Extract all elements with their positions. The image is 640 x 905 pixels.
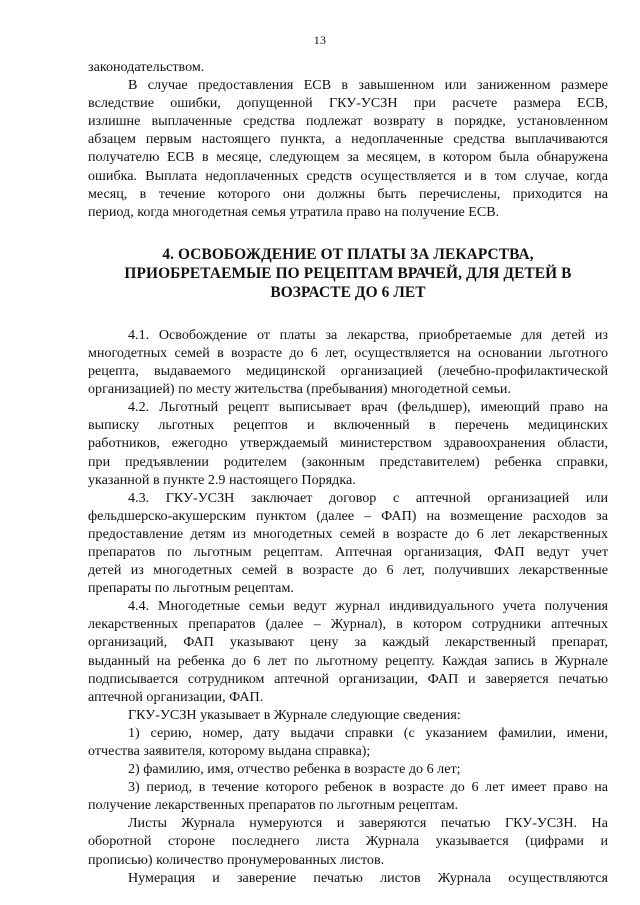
text-line: 4.4. Многодетные семьи ведут журнал индивидуального учета получения: [128, 598, 608, 615]
text-line: организаций, ФАП указывают цену за каждый лекарственный препарат,: [88, 634, 608, 651]
spacer: [88, 302, 608, 326]
text-line: 4.3. ГКУ-УСЗН заключает договор с аптечной организацией или: [128, 489, 608, 506]
text-line: предоставление детям из многодетных семей в возрасте до 6 лет лекарственных: [88, 525, 608, 542]
text-line: 3) период, в течение которого ребенок в возрасте до 6 лет имеет право на: [128, 779, 608, 796]
paragraph-block-top: [88, 58, 608, 221]
text-line: ГКУ-УСЗН указывает в Журнале следующие сведения:: [128, 706, 461, 723]
heading-line: ПРИОБРЕТАЕМЫЕ ПО РЕЦЕПТАМ ВРАЧЕЙ, ДЛЯ ДЕТЕЙ В: [124, 264, 572, 282]
text-line: Нумерация и заверение печатью листов Журнала осуществляются: [128, 869, 608, 886]
text-line: 4.1. Освобождение от платы за лекарства, приобретаемые для детей из: [128, 326, 608, 343]
heading-line: 4. ОСВОБОЖДЕНИЕ ОТ ПЛАТЫ ЗА ЛЕКАРСТВА,: [162, 245, 534, 263]
text-line: рецепта, выдаваемого медицинской организацией (лечебно-профилактической: [88, 363, 608, 380]
text-line: получение лекарственных препаратов по льготным рецептам.: [88, 797, 459, 814]
text-line: организацией) по месту жительства (пребывания) многодетной семьи.: [88, 381, 511, 398]
text-line: детей из многодетных семей в возрасте до 6 лет, получивших лекарственные: [88, 562, 608, 579]
text-line: вследствие ошибки, допущенной ГКУ-УСЗН при расчете размера ЕСВ,: [88, 95, 608, 112]
text-line: аптечной организации, ФАП.: [88, 688, 264, 705]
text-line: Листы Журнала нумеруются и заверяются печатью ГКУ-УСЗН. На: [128, 815, 608, 832]
paragraph-block-body: [88, 326, 608, 887]
text-line: многодетных семей в возрасте до 6 лет, осуществляется на основании льготного: [88, 344, 608, 361]
text-line: получателю ЕСВ в месяце, следующем за месяцем, в котором была обнаружена: [88, 149, 608, 166]
text-line: препараты по льготным рецептам.: [88, 580, 294, 597]
text-line: период, когда многодетная семья утратила право на получение ЕСВ.: [88, 203, 500, 220]
text-line: прописью) количество пронумерованных листов.: [88, 851, 385, 868]
text-line: указанной в пункте 2.9 настоящего Порядка.: [88, 471, 356, 488]
text-line: работников, ежегодно утверждаемый министерством здравоохранения области,: [88, 435, 608, 452]
text-line: В случае предоставления ЕСВ в завышенном или заниженном размере: [128, 77, 608, 94]
text-line: выписку льготных рецептов и включенный в перечень медицинских: [88, 417, 608, 434]
text-line: 4.2. Льготный рецепт выписывает врач (фельдшер), имеющий право на: [128, 399, 608, 416]
text-line: ошибка. Выплата недоплаченных средств осуществляется и в том случае, когда: [88, 167, 608, 184]
text-line: препаратов по льготным рецептам. Аптечная организация, ФАП ведут учет: [88, 543, 608, 560]
text-line: месяц, в течение которого они должны быть перечислены, приходится на: [88, 185, 608, 202]
text-line: выданный на ребенка до 6 лет по льготному рецепту. Каждая запись в Журнале: [88, 652, 608, 669]
text-line: абзацем первым настоящего пункта, а недоплаченные средства выплачиваются: [88, 131, 608, 148]
text-line: отчества заявителя, которому выдана справка);: [88, 743, 371, 759]
document-body: [88, 58, 608, 887]
text-line: подписывается сотрудником аптечной организации, ФАП и заверяется печатью: [88, 670, 608, 687]
text-line: законодательством.: [88, 59, 205, 75]
section-heading: [88, 245, 608, 302]
text-line: фельдшерско-акушерским пунктом (далее – ФАП) на возмещение расходов за: [88, 507, 608, 524]
heading-line: ВОЗРАСТЕ ДО 6 ЛЕТ: [270, 283, 426, 301]
text-line: при предъявлении родителем (законным представителем) ребенка справки,: [88, 453, 608, 470]
text-line: 1) серию, номер, дату выдачи справки (с указанием фамилии, имени,: [128, 724, 608, 741]
text-line: 2) фамилию, имя, отчество ребенка в возрасте до 6 лет;: [128, 761, 461, 778]
text-line: излишне выплаченные средства подлежат возврату в порядке, установленном: [88, 113, 608, 130]
text-line: оборотной стороне последнего листа Журнала указывается (цифрами и: [88, 833, 608, 850]
page-number: 13: [313, 33, 327, 47]
text-line: лекарственных препаратов (далее – Журнал), в котором сотрудники аптечных: [88, 616, 608, 633]
spacer: [88, 221, 608, 245]
